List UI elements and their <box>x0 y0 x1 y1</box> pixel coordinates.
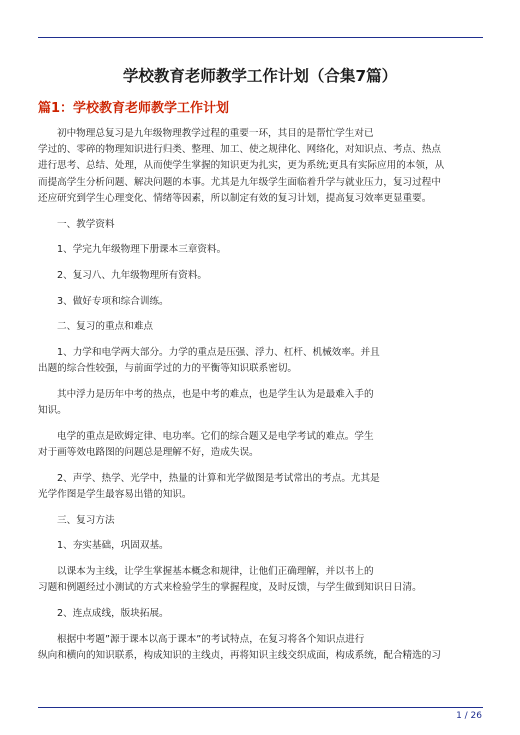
paragraph-line: 以课本为主线，让学生掌握基本概念和规律，让他们正确理解，并以书上的 <box>57 566 374 578</box>
paragraph-line: 知识。 <box>38 405 67 417</box>
paragraph-line: 1、学完九年级物理下册课本三章资料。 <box>57 244 227 256</box>
paragraph <box>38 387 483 419</box>
paragraph <box>38 268 483 284</box>
paragraph <box>38 319 483 335</box>
paragraph <box>38 606 483 622</box>
page-number: 1 / 26 <box>456 711 482 721</box>
footer-rule <box>38 707 483 708</box>
paragraph-line: 学过的、零碎的物理知识进行归类、整理、加工、使之规律化、网络化，对知识点、考点、热点 <box>38 144 441 156</box>
paragraph-line: 根据中考题”源于课本以高于课本”的考试特点，在复习将各个知识点进行 <box>57 633 365 645</box>
paragraph <box>38 294 483 310</box>
paragraph-line: 而提高学生分析问题、解决问题的本事。尤其是九年级学生面临着升学与就业压力，复习过程中 <box>38 176 441 188</box>
paragraph <box>38 345 483 377</box>
paragraph-line: 2、连点成线，版块拓展。 <box>57 607 169 619</box>
paragraph <box>38 564 483 596</box>
document-body <box>38 126 483 674</box>
paragraph-line: 光学作图是学生最容易出错的知识。 <box>38 488 192 500</box>
paragraph-line: 三、复习方法 <box>57 514 115 526</box>
paragraph-line: 二、复习的重点和难点 <box>57 321 153 333</box>
paragraph-line: 1、夯实基础，巩固双基。 <box>57 540 169 552</box>
paragraph-line: 其中浮力是历年中考的热点，也是中考的难点，也是学生认为是最难入手的 <box>57 388 374 400</box>
paragraph-line: 进行思考、总结、处理，从而使学生掌握的知识更为扎实，更为系统;更具有实际应用的本领，从 <box>38 160 445 172</box>
paragraph <box>38 632 483 664</box>
paragraph <box>38 429 483 461</box>
paragraph-line: 2、复习八、九年级物理所有资料。 <box>57 269 208 281</box>
paragraph-line: 还应研究到学生心理变化、情绪等因素，所以制定有效的复习计划，提高复习效率更显重要。 <box>38 192 432 204</box>
paragraph-line: 电学的重点是欧姆定律、电功率。它们的综合题又是电学考试的难点。学生 <box>57 430 374 442</box>
paragraph-line: 3、做好专项和综合训练。 <box>57 295 169 307</box>
paragraph-line: 2、声学、热学、光学中，热量的计算和光学做图是考试常出的考点。尤其是 <box>57 472 380 484</box>
paragraph <box>38 513 483 529</box>
paragraph <box>38 242 483 258</box>
paragraph <box>38 126 483 207</box>
header-rule <box>38 37 483 38</box>
paragraph <box>38 471 483 503</box>
section-heading: 篇1：学校教育老师教学工作计划 <box>38 101 230 116</box>
paragraph-line: 对于画等效电路图的问题总是理解不好，造成失误。 <box>38 447 259 459</box>
paragraph-line: 一、教学资料 <box>57 218 115 230</box>
paragraph <box>38 538 483 554</box>
paragraph-line: 1、力学和电学两大部分。力学的重点是压强、浮力、杠杆、机械效率。并且 <box>57 347 380 359</box>
paragraph-line: 纵向和横向的知识联系，构成知识的主线贞，再将知识主线交织成面，构成系统，配合精选的习 <box>38 649 441 661</box>
paragraph-line: 出题的综合性较强，与前面学过的力的平衡等知识联系密切。 <box>38 363 298 375</box>
paragraph-line: 初中物理总复习是九年级物理教学过程的重要一环，其目的是帮忙学生对已 <box>57 128 374 139</box>
document-title: 学校教育老师教学工作计划（合集7篇） <box>122 67 398 85</box>
paragraph-line: 习题和例题经过小测试的方式来检验学生的掌握程度，及时反馈，与学生做到知识日日清。 <box>38 582 422 594</box>
paragraph <box>38 217 483 233</box>
